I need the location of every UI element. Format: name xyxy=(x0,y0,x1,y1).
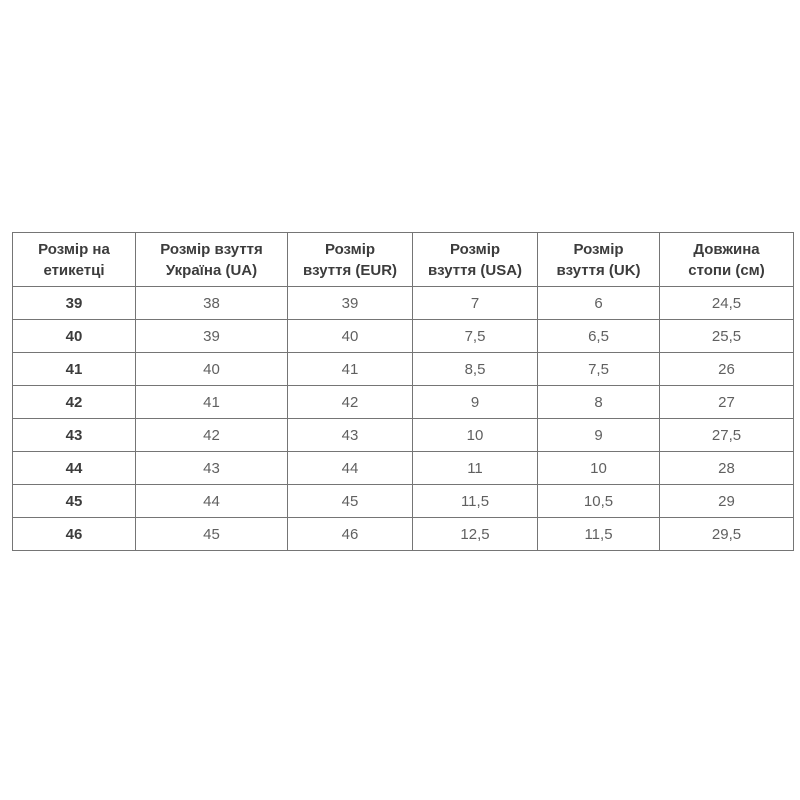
table-cell-eur: 39 xyxy=(288,287,413,320)
table-cell-uk: 11,5 xyxy=(538,518,660,551)
table-row xyxy=(13,485,794,518)
table-cell-uk: 10,5 xyxy=(538,485,660,518)
table-cell-size-label: 46 xyxy=(13,518,136,551)
table-cell-foot-length: 27,5 xyxy=(660,419,794,452)
header-cell-ua xyxy=(136,233,288,287)
table-cell-foot-length: 24,5 xyxy=(660,287,794,320)
table-cell-uk: 10 xyxy=(538,452,660,485)
header-cell-eur xyxy=(288,233,413,287)
table-cell-size-label: 43 xyxy=(13,419,136,452)
table-cell-usa: 12,5 xyxy=(413,518,538,551)
table-cell-ua: 43 xyxy=(136,452,288,485)
table-cell-size-label: 44 xyxy=(13,452,136,485)
table-cell-ua: 41 xyxy=(136,386,288,419)
table-cell-usa: 8,5 xyxy=(413,353,538,386)
table-cell-eur: 42 xyxy=(288,386,413,419)
table-cell-eur: 40 xyxy=(288,320,413,353)
table-cell-foot-length: 27 xyxy=(660,386,794,419)
header-line: Розмір взуття xyxy=(160,240,263,258)
table-cell-usa: 11 xyxy=(413,452,538,485)
header-line: Розмір xyxy=(324,240,376,258)
table-cell-foot-length: 29 xyxy=(660,485,794,518)
table-row xyxy=(13,518,794,551)
header-line: етикетці xyxy=(43,261,105,279)
table-cell-usa: 9 xyxy=(413,386,538,419)
table-cell-eur: 44 xyxy=(288,452,413,485)
table-row xyxy=(13,353,794,386)
table-cell-ua: 45 xyxy=(136,518,288,551)
header-line: взуття (UK) xyxy=(556,261,641,279)
table-cell-size-label: 41 xyxy=(13,353,136,386)
table-cell-uk: 8 xyxy=(538,386,660,419)
table-cell-uk: 6,5 xyxy=(538,320,660,353)
table-cell-foot-length: 25,5 xyxy=(660,320,794,353)
table-cell-ua: 39 xyxy=(136,320,288,353)
table-cell-usa: 7,5 xyxy=(413,320,538,353)
table-cell-ua: 44 xyxy=(136,485,288,518)
table-cell-uk: 7,5 xyxy=(538,353,660,386)
header-line: Розмір xyxy=(449,240,501,258)
header-cell-usa xyxy=(413,233,538,287)
table-cell-ua: 38 xyxy=(136,287,288,320)
header-line: Україна (UA) xyxy=(165,261,258,279)
shoe-size-table xyxy=(12,232,794,551)
header-cell-uk xyxy=(538,233,660,287)
header-cell-foot-length xyxy=(660,233,794,287)
table-cell-eur: 43 xyxy=(288,419,413,452)
table-cell-foot-length: 26 xyxy=(660,353,794,386)
header-line: Розмір на xyxy=(38,240,110,258)
table-row xyxy=(13,320,794,353)
header-cell-size-label xyxy=(13,233,136,287)
table-row xyxy=(13,452,794,485)
table-cell-usa: 11,5 xyxy=(413,485,538,518)
header-line: стопи (см) xyxy=(688,261,765,279)
table-cell-size-label: 42 xyxy=(13,386,136,419)
table-cell-eur: 46 xyxy=(288,518,413,551)
table-header-row xyxy=(13,233,794,287)
table-cell-foot-length: 29,5 xyxy=(660,518,794,551)
table-cell-ua: 40 xyxy=(136,353,288,386)
table-cell-eur: 45 xyxy=(288,485,413,518)
table-cell-foot-length: 28 xyxy=(660,452,794,485)
table-cell-ua: 42 xyxy=(136,419,288,452)
header-line: Довжина xyxy=(693,240,760,258)
header-line: Розмір xyxy=(573,240,624,258)
table-row xyxy=(13,386,794,419)
table-cell-size-label: 40 xyxy=(13,320,136,353)
table-row xyxy=(13,419,794,452)
table-cell-size-label: 45 xyxy=(13,485,136,518)
table-cell-size-label: 39 xyxy=(13,287,136,320)
header-line: взуття (EUR) xyxy=(302,261,398,279)
header-line: взуття (USA) xyxy=(427,261,523,279)
table-cell-uk: 9 xyxy=(538,419,660,452)
table-row xyxy=(13,287,794,320)
table-cell-usa: 10 xyxy=(413,419,538,452)
table-cell-eur: 41 xyxy=(288,353,413,386)
table-cell-usa: 7 xyxy=(413,287,538,320)
table-cell-uk: 6 xyxy=(538,287,660,320)
